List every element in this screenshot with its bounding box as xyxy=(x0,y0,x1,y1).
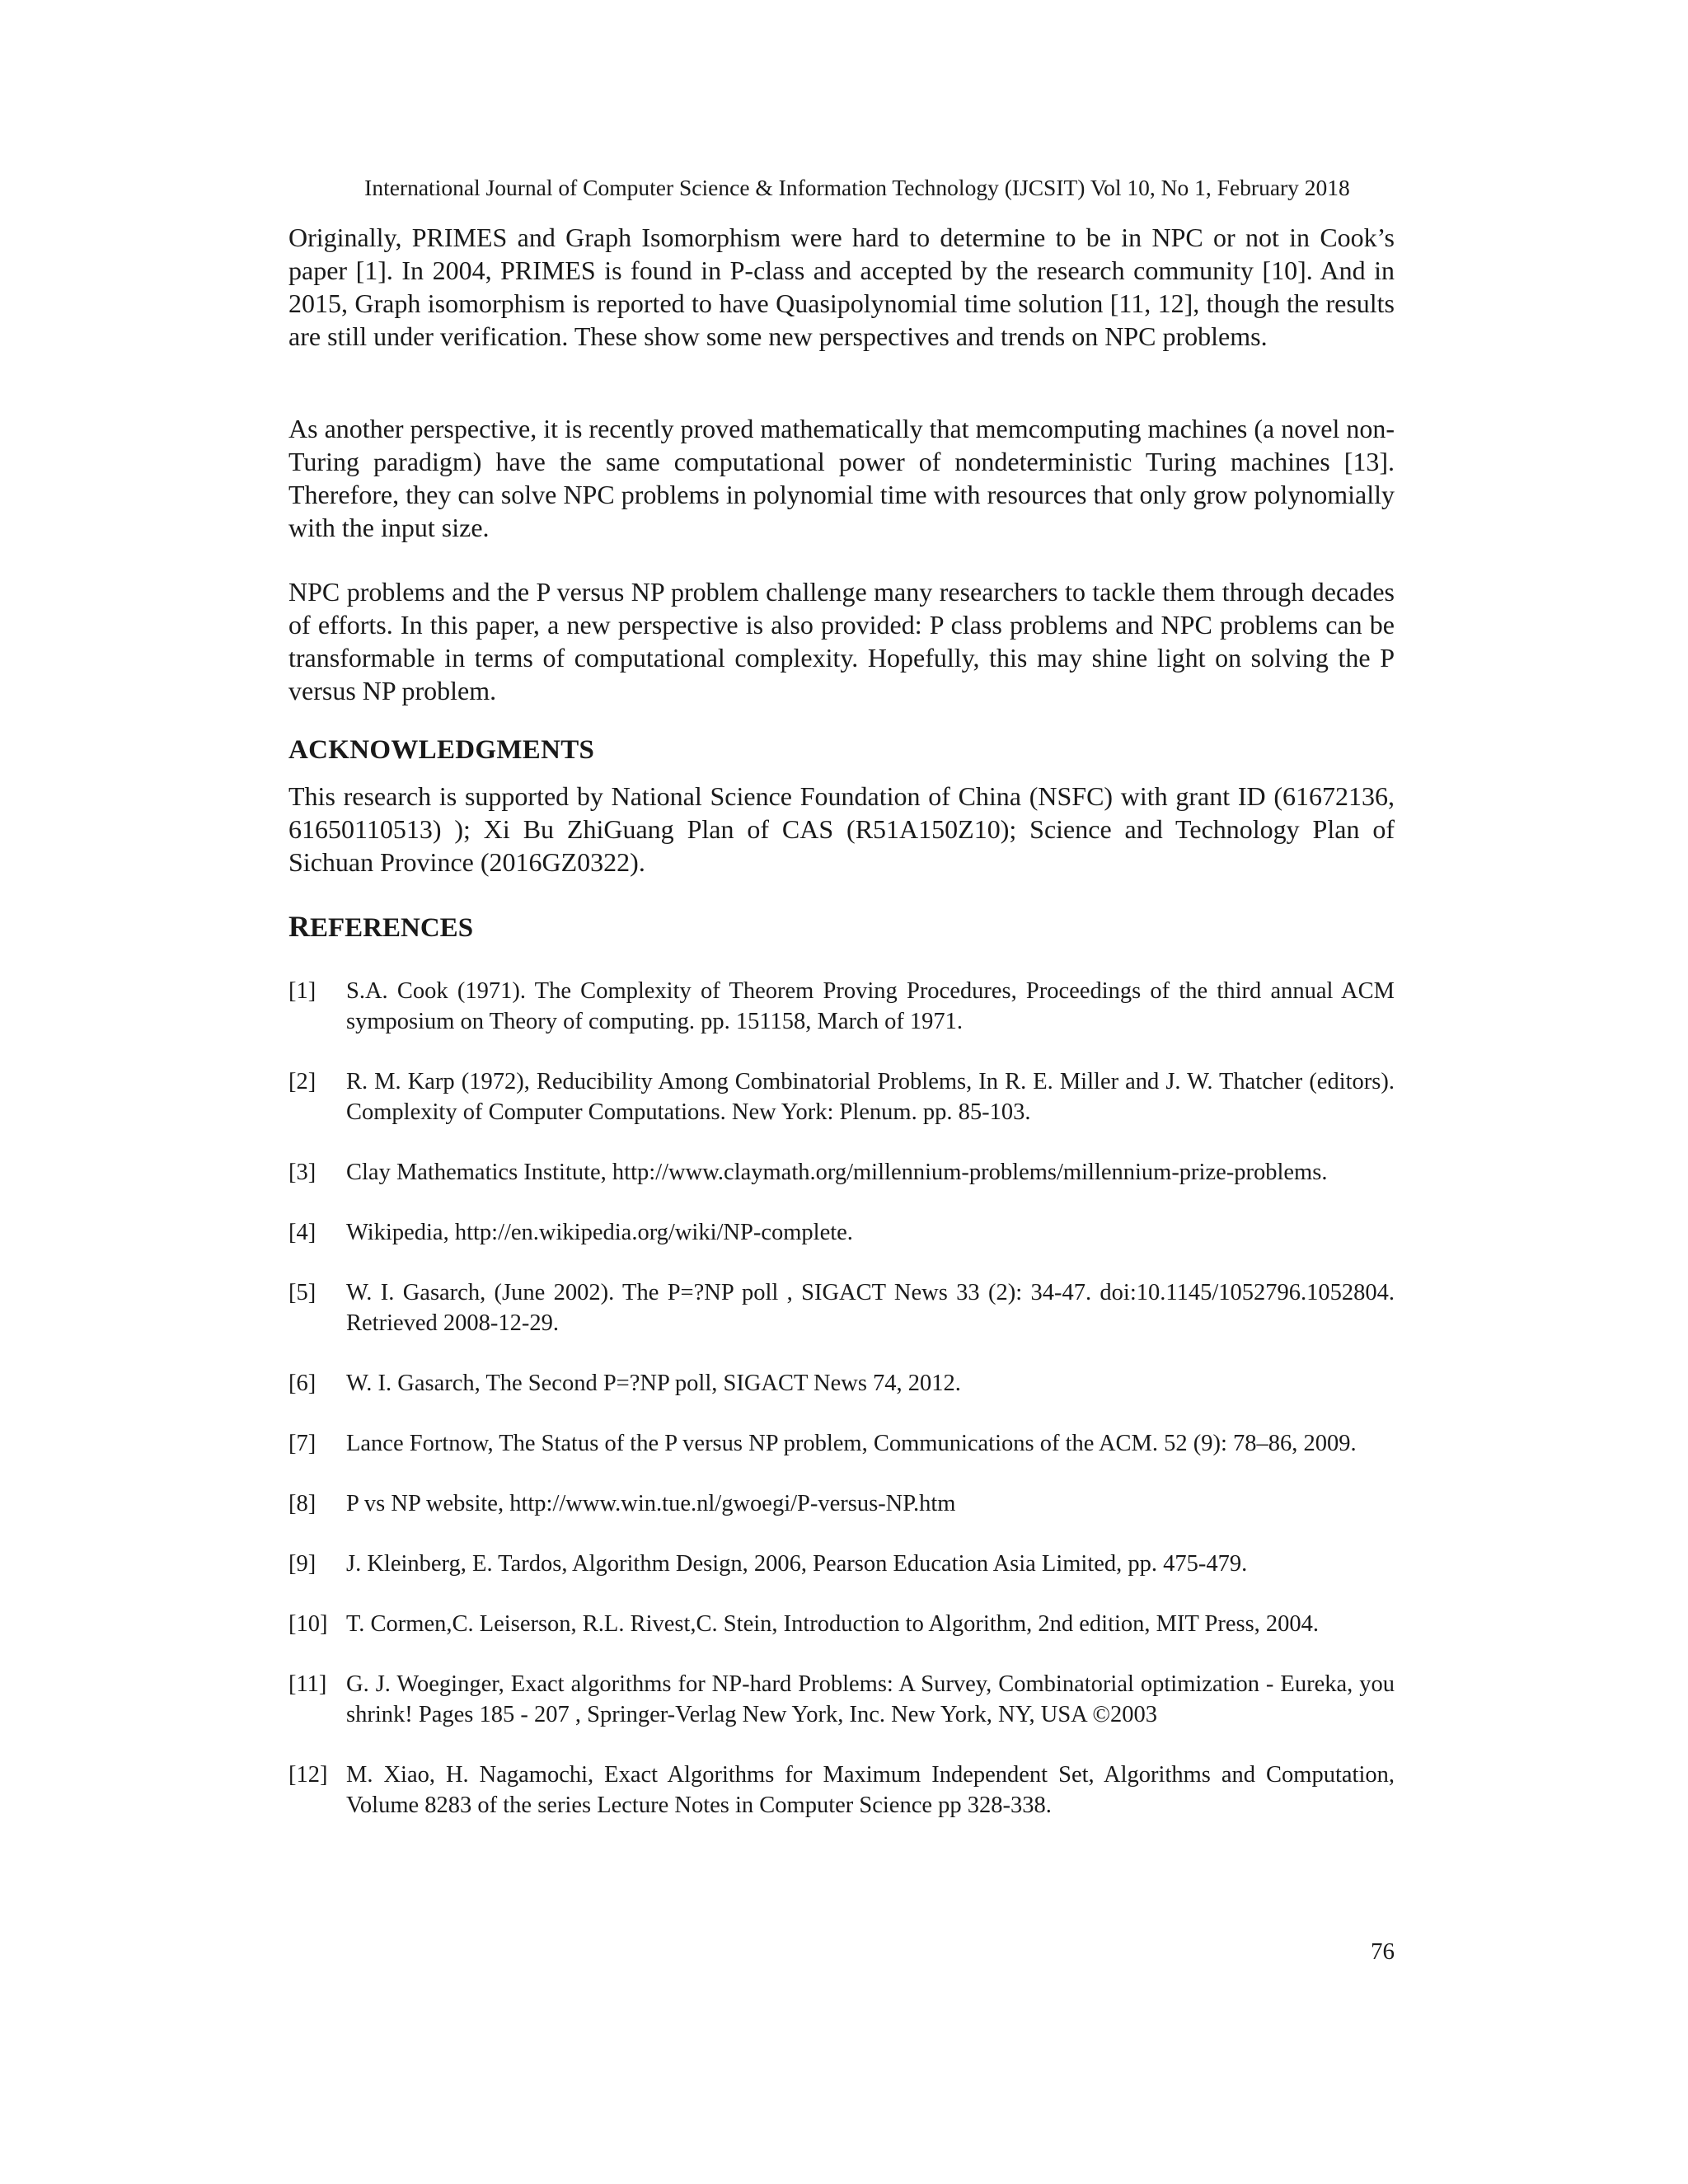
reference-item xyxy=(288,1428,1395,1459)
reference-item xyxy=(288,1217,1395,1248)
reference-text: G. J. Woeginger, Exact algorithms for NP-hard Problems: A Survey, Combinatorial optimization - Eureka, you shrink! Pages 185 - 207 , Springer-Verlag New York, Inc. New York, NY, USA ©2003 xyxy=(346,1671,1395,1727)
running-header: International Journal of Computer Science & Information Technology (IJCSIT) Vol 10, No 1, February 2018 xyxy=(364,175,1350,200)
reference-text: W. I. Gasarch, The Second P=?NP poll, SIGACT News 74, 2012. xyxy=(346,1371,961,1396)
reference-number: [4] xyxy=(288,1220,316,1245)
reference-text: R. M. Karp (1972), Reducibility Among Combinatorial Problems, In R. E. Miller and J. W. Thatcher (editors). Complexity of Computer Computations. New York: Plenum. pp. 85-103. xyxy=(346,1069,1395,1125)
paragraph-memcomputing: As another perspective, it is recently proved mathematically that memcomputing machines (a novel non-Turing paradigm) have the same computational power of nondeterministic Turing machines [13]. Therefore, they can solve NPC problems in polynomial time with resources that only grow polynomially with the input size. xyxy=(288,414,1395,542)
reference-text: Wikipedia, http://en.wikipedia.org/wiki/NP-complete. xyxy=(346,1220,853,1245)
reference-text: Clay Mathematics Institute, http://www.claymath.org/millennium-problems/millennium-prize-problems. xyxy=(346,1160,1328,1185)
reference-item xyxy=(288,1609,1395,1639)
reference-text: S.A. Cook (1971). The Complexity of Theorem Proving Procedures, Proceedings of the third annual ACM symposium on Theory of computing. pp. 151158, March of 1971. xyxy=(346,978,1395,1034)
acknowledgments-text: This research is supported by National Science Foundation of China (NSFC) with grant ID (61672136, 61650110513) ); Xi Bu ZhiGuang Plan of CAS (R51A150Z10); Science and Technology Plan of Sichuan Province (2016GZ0322). xyxy=(288,781,1395,877)
reference-item xyxy=(288,1066,1395,1127)
reference-number: [2] xyxy=(288,1069,316,1094)
reference-number: [8] xyxy=(288,1491,316,1516)
reference-text: W. I. Gasarch, (June 2002). The P=?NP poll , SIGACT News 33 (2): 34-47. doi:10.1145/1052796.1052804. Retrieved 2008-12-29. xyxy=(346,1280,1395,1336)
reference-item xyxy=(288,1760,1395,1821)
reference-text: M. Xiao, H. Nagamochi, Exact Algorithms for Maximum Independent Set, Algorithms and Computation, Volume 8283 of the series Lecture Notes in Computer Science pp 328-338. xyxy=(346,1762,1395,1818)
reference-item xyxy=(288,1549,1395,1579)
reference-item xyxy=(288,976,1395,1037)
reference-number: [9] xyxy=(288,1551,316,1577)
paragraph-npc-problems: NPC problems and the P versus NP problem challenge many researchers to tackle them through decades of efforts. In this paper, a new perspective is also provided: P class problems and NPC problems can be transformable in terms of computational complexity. Hopefully, this may shine light on solving the P versus NP problem. xyxy=(288,577,1395,705)
references-heading xyxy=(288,910,473,944)
references-heading-initial: R xyxy=(288,910,310,943)
reference-list xyxy=(288,976,1395,1850)
reference-text: J. Kleinberg, E. Tardos, Algorithm Design, 2006, Pearson Education Asia Limited, pp. 475-479. xyxy=(346,1551,1248,1577)
reference-item xyxy=(288,1669,1395,1730)
reference-number: [1] xyxy=(288,978,316,1004)
acknowledgments-heading: ACKNOWLEDGMENTS xyxy=(288,735,595,765)
references-heading-rest: EFERENCES xyxy=(310,913,474,943)
reference-text: P vs NP website, http://www.win.tue.nl/gwoegi/P-versus-NP.htm xyxy=(346,1491,956,1516)
reference-item xyxy=(288,1277,1395,1338)
paragraph-originally: Originally, PRIMES and Graph Isomorphism were hard to determine to be in NPC or not in Cook’s paper [1]. In 2004, PRIMES is found in P-class and accepted by the research community [10]. And in 2015, Graph isomorphism is reported to have Quasipolynomial time solution [11, 12], though the results are still under verification. These show some new perspectives and trends on NPC problems. xyxy=(288,223,1395,351)
reference-number: [11] xyxy=(288,1671,327,1697)
reference-item xyxy=(288,1368,1395,1399)
reference-item xyxy=(288,1157,1395,1188)
reference-number: [3] xyxy=(288,1160,316,1185)
reference-item xyxy=(288,1488,1395,1519)
reference-number: [5] xyxy=(288,1280,316,1305)
reference-text: Lance Fortnow, The Status of the P versus NP problem, Communications of the ACM. 52 (9): 78–86, 2009. xyxy=(346,1431,1357,1456)
reference-number: [6] xyxy=(288,1371,316,1396)
reference-number: [7] xyxy=(288,1431,316,1456)
reference-text: T. Cormen,C. Leiserson, R.L. Rivest,C. Stein, Introduction to Algorithm, 2nd edition, MIT Press, 2004. xyxy=(346,1611,1320,1637)
reference-number: [10] xyxy=(288,1611,328,1637)
reference-number: [12] xyxy=(288,1762,328,1788)
page-number: 76 xyxy=(1371,1938,1395,1965)
